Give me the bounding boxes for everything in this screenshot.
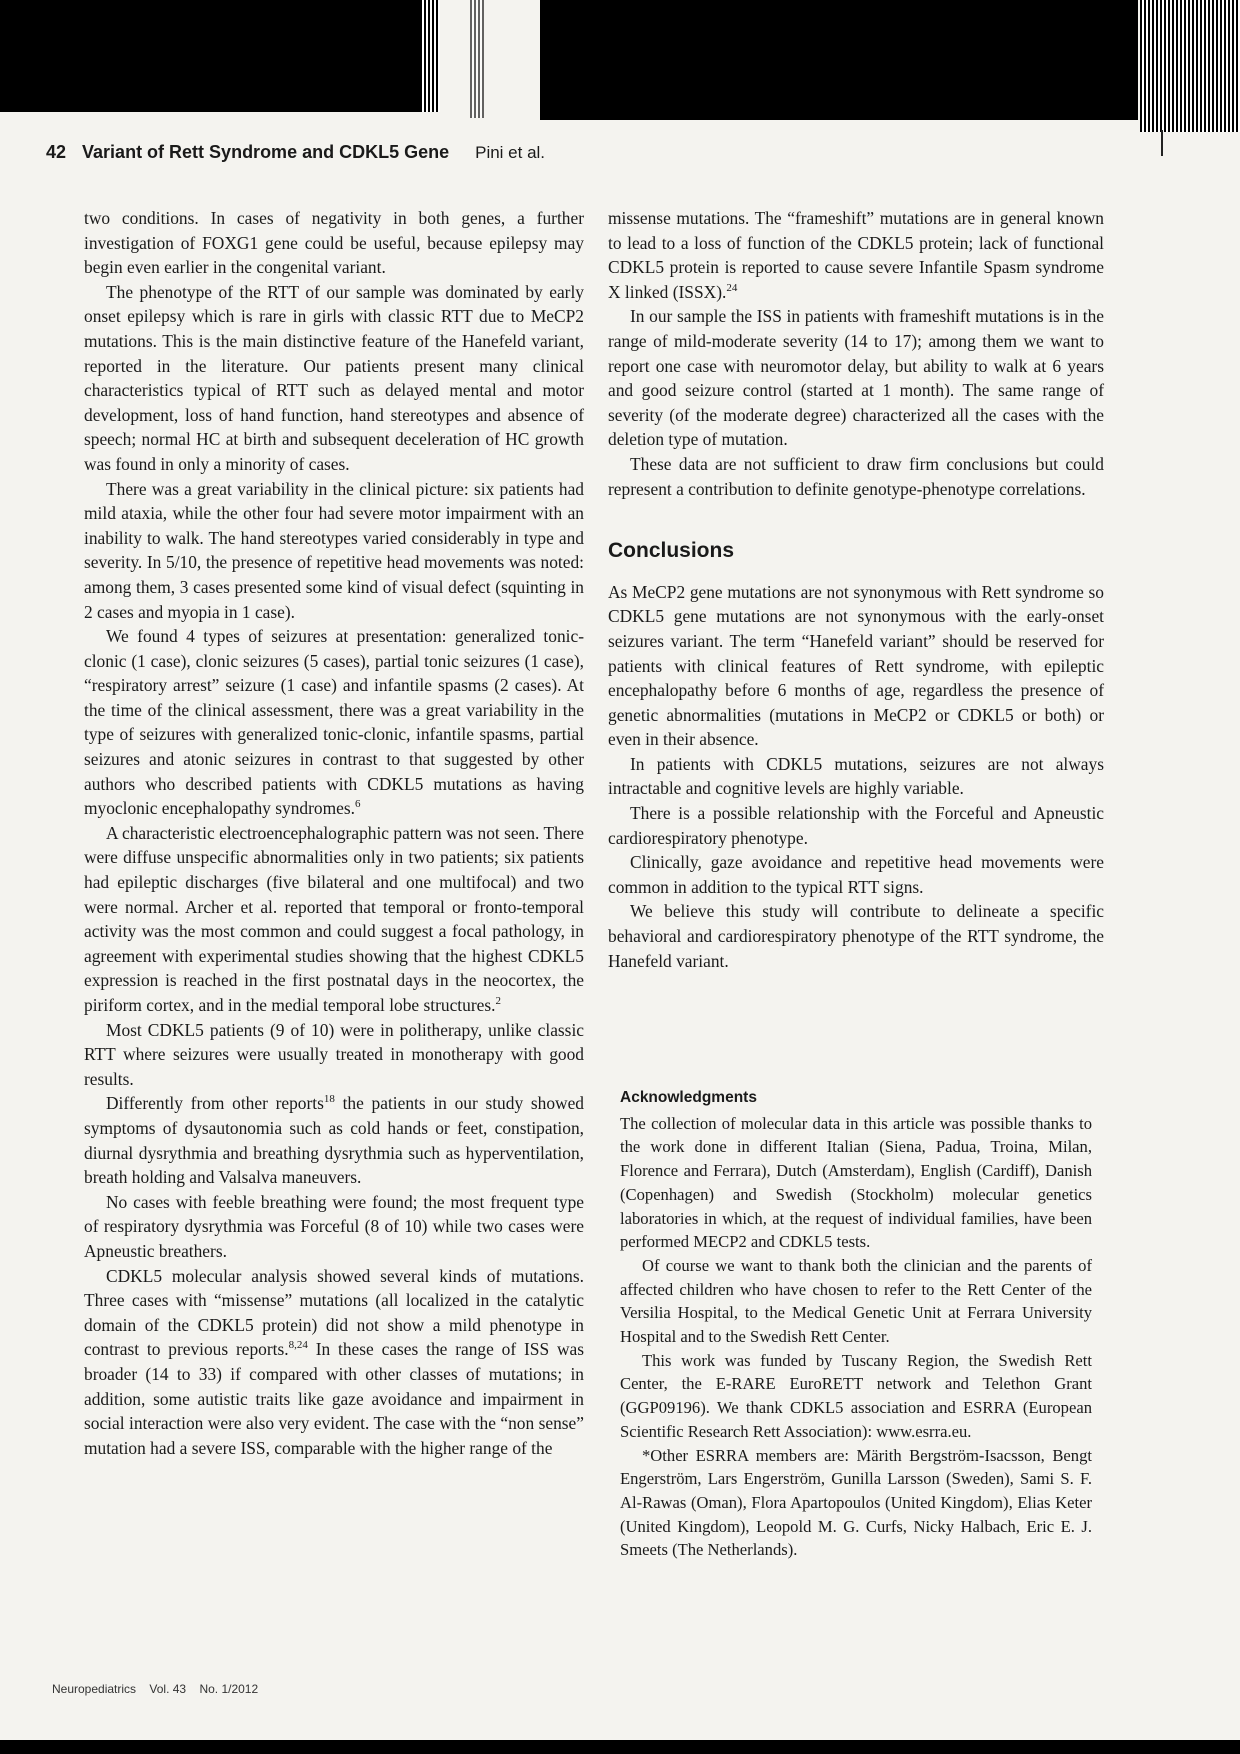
citation-superscript: 6 [354, 798, 361, 811]
scan-bottom-bar [0, 1740, 1240, 1754]
acknowledgments-paragraph: Of course we want to thank both the clinician and the parents of affected children who have chosen to refer to the Rett Center of the Versilia Hospital, to the Medical Genetic Unit at Ferrara University Hospital and to the Swedish Rett Center. [620, 1255, 1092, 1347]
citation-superscript: 24 [726, 281, 738, 294]
body-paragraph: No cases with feeble breathing were found; the most frequent type of respiratory dysrythmia was Forceful (8 of 10) while two cases were Apneustic breathers. [84, 1191, 584, 1261]
citation-superscript: 8,24 [288, 1339, 308, 1352]
left-column [84, 206, 584, 1460]
body-paragraph: missense mutations. The “frameshift” mutations are in general known to lead to a loss of function of the CDKL5 protein; lack of functional CDKL5 protein is reported to cause severe Infantile Spasm syndrome X linked (ISSX).$^{24}$ [608, 208, 1104, 302]
body-paragraph: These data are not sufficient to draw firm conclusions but could represent a contribution to definite genotype-phenotype correlations. [608, 453, 1104, 499]
scan-black-bar-center [540, 0, 1138, 120]
acknowledgments-section [620, 1086, 1092, 1562]
citation-superscript: 2 [495, 995, 501, 1008]
running-header [46, 142, 746, 172]
footer-issue: No. 1/2012 [199, 1682, 259, 1696]
body-paragraph: A characteristic electroencephalographic pattern was not seen. There were diffuse unspecific abnormalities only in two patients; six patients had epileptic discharges (five bilateral and one multifocal) and two were normal. Archer et al. reported that temporal or fronto-temporal activity was the most common and could suggest a focal pathology, in agreement with experimental studies showing that the highest CDKL5 expression is reached in the first postnatal days in the neocortex, the piriform cortex, and in the medial temporal lobe structures.$^2$ [84, 822, 584, 1015]
citation-superscript: 18 [323, 1093, 335, 1106]
body-paragraph: two conditions. In cases of negativity in both genes, a further investigation of FOXG1 gene could be useful, because epilepsy may begin even earlier in the congenital variant. [84, 208, 584, 278]
conclusions-heading: Conclusions [608, 539, 735, 563]
body-paragraph: In our sample the ISS in patients with frameshift mutations is in the range of mild-moderate severity (14 to 17); among them we want to report one case with neuromotor delay, but ability to walk at 6 years and good seizure control (started at 1 month). The same range of severity (of the moderate degree) characterized all the cases with the deletion type of mutation. [608, 306, 1104, 450]
running-authors: Pini et al. [475, 143, 546, 162]
body-paragraph: Most CDKL5 patients (9 of 10) were in politherapy, unlike classic RTT where seizures were usually treated in monotherapy with good results. [84, 1019, 584, 1089]
page-footer [52, 1682, 268, 1696]
running-title: Variant of Rett Syndrome and CDKL5 Gene [82, 142, 450, 162]
acknowledgments-body [620, 1112, 1092, 1562]
acknowledgments-paragraph: *Other ESRRA members are: Märith Bergström-Isacsson, Bengt Engerström, Lars Engerström, Gunilla Larsson (Sweden), Sami S. F. Al-Rawas (Oman), Flora Apartopoulos (United Kingdom), Elias Keter (United Kingdom), Leopold M. G. Curfs, Nicky Halbach, Eric E. J. Smeets (The Netherlands). [620, 1445, 1092, 1560]
discussion-continued [608, 206, 1104, 501]
conclusions-paragraph: There is a possible relationship with the Forceful and Apneustic cardiorespiratory phenotype. [608, 803, 1104, 848]
scan-stripe-right [1140, 0, 1240, 132]
conclusions-paragraph: Clinically, gaze avoidance and repetitive head movements were common in addition to the typical RTT signs. [608, 852, 1104, 897]
conclusions-paragraph: As MeCP2 gene mutations are not synonymous with Rett syndrome so CDKL5 gene mutations are not synonymous with the early-onset seizures variant. The term “Hanefeld variant” should be reserved for patients with clinical features of Rett syndrome, with epileptic encephalopathy before 6 months of age, regardless the presence of genetic abnormalities (mutations in MeCP2 or CDKL5 or both) or even in their absence. [608, 581, 1104, 750]
conclusions-body [608, 580, 1104, 974]
conclusions-paragraph: In patients with CDKL5 mutations, seizures are not always intractable and cognitive levels are highly variable. [608, 753, 1104, 799]
body-paragraph: CDKL5 molecular analysis showed several kinds of mutations. Three cases with “missense” mutations (all localized in the catalytic domain of the CDKL5 protein) did not show a mild phenotype in contrast to previous reports.$^{8,24}$ In these cases the range of ISS was broader (14 to 33) if compared with other classes of mutations; in addition, some autistic traits like gaze avoidance and impairment in social interaction were also very evident. The case with the “non sense” mutation had a severe ISS, comparable with the higher range of the [84, 1265, 584, 1458]
body-paragraph: There was a great variability in the clinical picture: six patients had mild ataxia, while the other four had severe motor impairment with an inability to walk. The hand stereotypes varied considerably in type and severity. In 5/10, the presence of repetitive head movements was noted: among them, 3 cases presented some kind of visual defect (squinting in 2 cases and myopia in 1 case). [84, 478, 584, 622]
acknowledgments-paragraph: The collection of molecular data in this article was possible thanks to the work done in different Italian (Siena, Padua, Troina, Milan, Florence and Ferrara), Dutch (Amsterdam), English (Cardiff), Danish (Copenhagen) and Swedish (Stockholm) molecular genetics laboratories in which, at the request of individual families, have been performed MECP2 and CDKL5 tests. [620, 1113, 1092, 1252]
body-paragraph: We found 4 types of seizures at presentation: generalized tonic-clonic (1 case), clonic seizures (5 cases), partial tonic seizures (1 case), “respiratory arrest” seizure (1 case) and infantile spasms (2 cases). At the time of the clinical assessment, there was a great variability in the type of seizures with generalized tonic-clonic, infantile spasms, partial seizures and atonic seizures in contrast to that suggested by other authors who described patients with CDKL5 mutations as having myoclonic encephalopathy syndromes.$^6$ [84, 626, 584, 819]
scan-black-bar-left [0, 0, 420, 112]
acknowledgments-paragraph: This work was funded by Tuscany Region, the Swedish Rett Center, the E-RARE EuroRETT network and Telethon Grant (GGP09196). We thank CDKL5 association and ESRRA (European Scientific Research Rett Association): www.esrra.eu. [620, 1350, 1092, 1441]
scan-edge-mark [1161, 130, 1163, 156]
footer-journal: Neuropediatrics [52, 1682, 137, 1696]
body-paragraph: Differently from other reports$^{18}$ the patients in our study showed symptoms of dysautonomia such as cold hands or feet, constipation, diurnal dysrythmia and breathing dysrythmia such as hyperventilation, breath holding and Valsalva maneuvers. [84, 1093, 584, 1188]
acknowledgments-heading: Acknowledgments [620, 1089, 757, 1106]
conclusions-paragraph: We believe this study will contribute to delineate a specific behavioral and cardiorespiratory phenotype of the RTT syndrome, the Hanefeld variant. [608, 901, 1104, 971]
scan-stripe-left [420, 0, 440, 112]
page-number: 42 [46, 142, 67, 162]
footer-volume: Vol. 43 [149, 1682, 187, 1696]
right-column [608, 206, 1104, 973]
scan-stripe-center [470, 0, 484, 118]
body-paragraph: The phenotype of the RTT of our sample was dominated by early onset epilepsy which is rare in girls with classic RTT due to MeCP2 mutations. This is the main distinctive feature of the Hanefeld variant, reported in the literature. Our patients present many clinical characteristics typical of RTT such as delayed mental and motor development, loss of hand function, hand stereotypes and absence of speech; normal HC at birth and subsequent deceleration of HC growth was found in only a minority of cases. [84, 281, 584, 474]
